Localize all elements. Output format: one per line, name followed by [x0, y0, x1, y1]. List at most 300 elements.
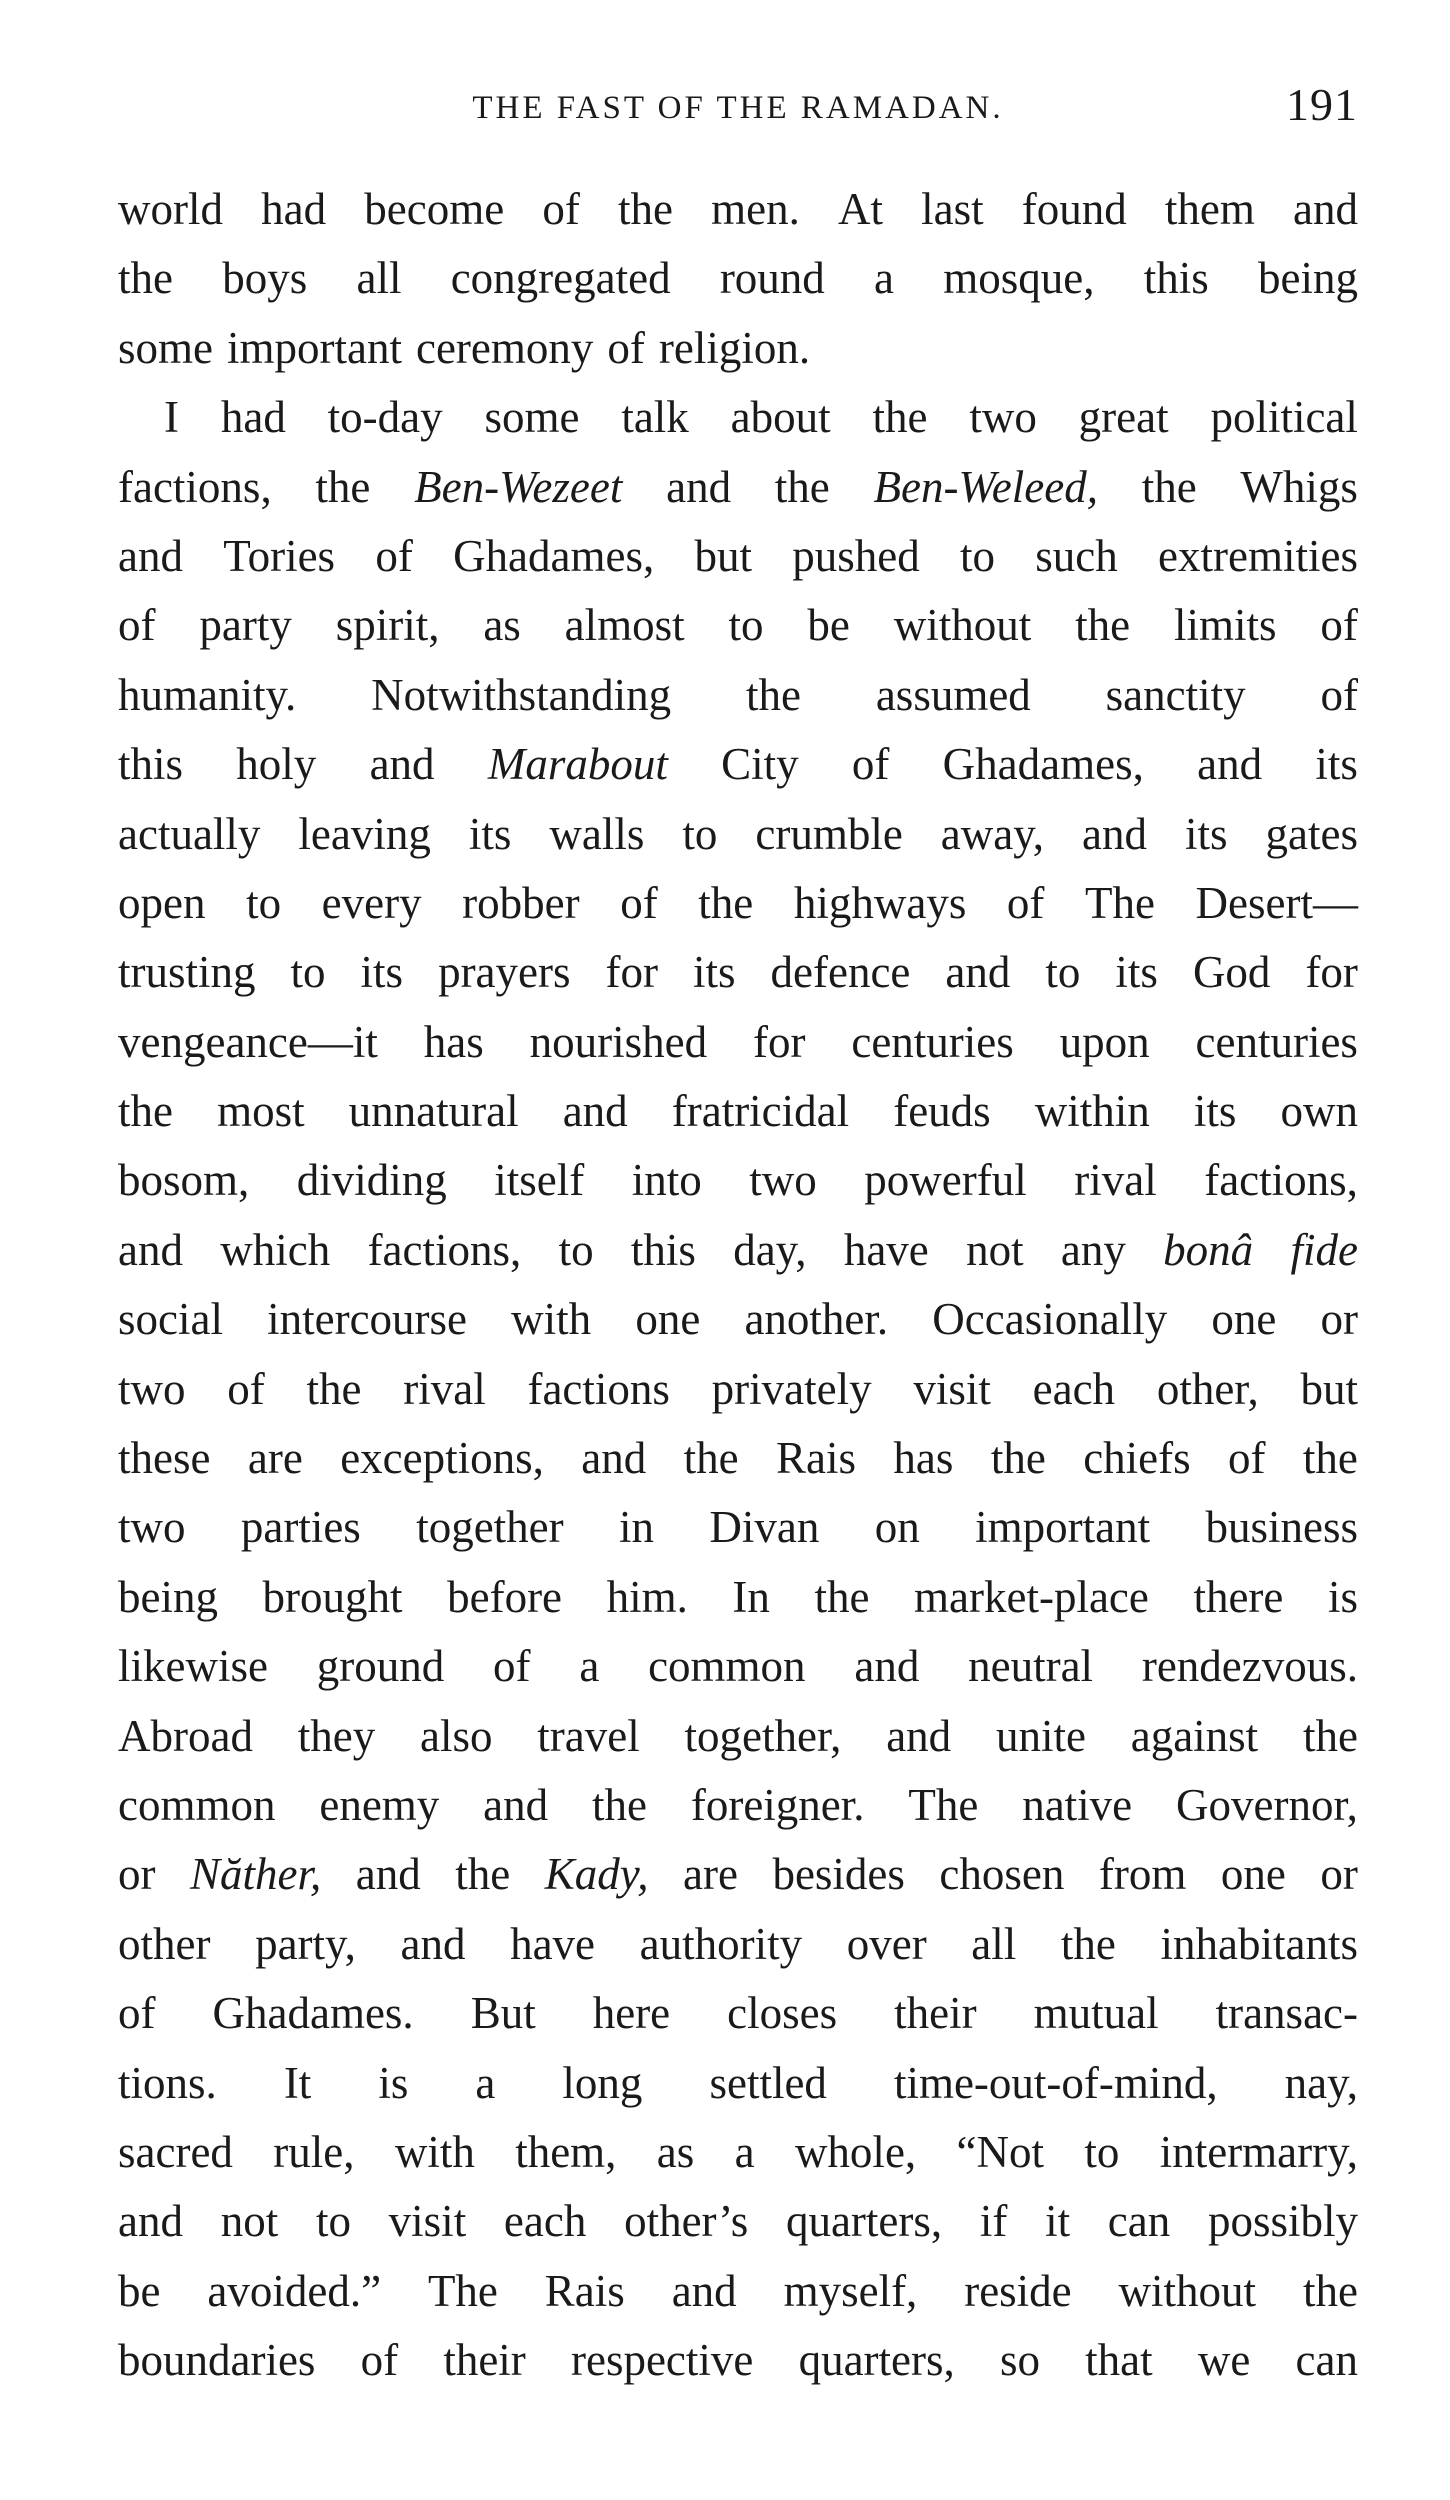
word: there [1193, 1571, 1284, 1622]
word: neutral [968, 1641, 1094, 1692]
word: Divan [709, 1502, 820, 1553]
word: can [1107, 2196, 1171, 2247]
word: to [1045, 947, 1081, 998]
word: itself [494, 1155, 585, 1206]
word: of [1320, 669, 1358, 720]
running-title: THE FAST OF THE RAMADAN. [472, 90, 1004, 126]
word: as [483, 600, 521, 651]
word: two [118, 1502, 186, 1553]
word: are [683, 1849, 738, 1900]
word: rival [403, 1363, 486, 1414]
word: common [118, 1779, 276, 1830]
word: the [118, 1086, 173, 1137]
word: be [118, 2265, 161, 2316]
word: Desert— [1195, 877, 1358, 928]
word: unnatural [348, 1086, 519, 1137]
word: we [1197, 2335, 1251, 2386]
word: mosque, [943, 253, 1095, 304]
word: found [1021, 184, 1127, 234]
word: Abroad [118, 1710, 253, 1761]
word: is [1327, 1571, 1358, 1622]
word: a [579, 1641, 600, 1692]
word: some [118, 322, 213, 373]
word: not [966, 1224, 1024, 1275]
word: have [843, 1224, 929, 1275]
text-line [118, 1008, 1358, 1077]
word: against [1130, 1710, 1259, 1761]
word: of [1320, 600, 1358, 651]
word: prayers [438, 947, 571, 998]
word: so [999, 2335, 1040, 2386]
word: to [1084, 2126, 1120, 2177]
word: feuds [893, 1086, 991, 1137]
word: to [290, 947, 326, 998]
word: its [692, 947, 736, 998]
word: intermarry, [1159, 2126, 1358, 2177]
word: myself, [783, 2265, 918, 2316]
word: own [1280, 1086, 1358, 1137]
word: quarters, [798, 2335, 955, 2386]
text-line [118, 453, 1358, 522]
word: Ben-Wezeet [414, 461, 623, 512]
word: brought [262, 1571, 403, 1622]
word: extremities [1158, 530, 1358, 581]
word: them, [515, 2126, 617, 2177]
word: of [1006, 877, 1045, 928]
word: away, [940, 808, 1045, 859]
word: City [721, 739, 799, 790]
word: and [1197, 739, 1263, 790]
word: to [960, 530, 996, 581]
word: of [118, 600, 156, 651]
word: if [979, 2196, 1008, 2247]
word: all [356, 253, 402, 304]
word: has [423, 1016, 484, 1067]
word: round [719, 253, 825, 304]
word: closes [727, 1988, 838, 2039]
word: of [118, 1988, 156, 2039]
word: their [894, 1988, 977, 2039]
word: last [921, 184, 984, 234]
word: for [1305, 947, 1358, 998]
word: market-place [914, 1571, 1149, 1622]
word: visit [913, 1363, 991, 1414]
word: sanctity [1105, 669, 1246, 720]
word: a [475, 2057, 496, 2108]
word: walls [549, 808, 645, 859]
word: Năther, [190, 1849, 322, 1900]
word: open [118, 877, 206, 928]
word: the [592, 1779, 647, 1830]
word: and [483, 1779, 549, 1830]
word: and [400, 1918, 466, 1969]
text-line [118, 2049, 1358, 2118]
word: unite [995, 1710, 1086, 1761]
word: limits [1173, 600, 1277, 651]
word: such [1035, 530, 1118, 581]
word: to [728, 600, 764, 651]
text-line [118, 869, 1358, 938]
word: before [447, 1571, 563, 1622]
word: other’s [624, 2196, 749, 2247]
word: world [118, 184, 223, 234]
word: ceremony [415, 322, 594, 373]
word: are [247, 1433, 303, 1484]
word: mutual [1033, 1988, 1159, 2039]
word: is [378, 2057, 409, 2108]
text-line [118, 2187, 1358, 2256]
word: intercourse [267, 1294, 468, 1345]
word: it [1045, 2196, 1071, 2247]
word: chosen [939, 1849, 1065, 1900]
text-line [118, 2118, 1358, 2187]
word: which [220, 1224, 331, 1275]
word: common [648, 1641, 806, 1692]
word: become [364, 184, 505, 234]
word: actually [118, 808, 261, 859]
word: likewise [118, 1641, 268, 1692]
word: all [971, 1918, 1017, 1969]
word: one [1211, 1294, 1277, 1345]
word: two [749, 1155, 817, 1206]
word: gates [1265, 808, 1358, 859]
word: visit [388, 2196, 467, 2247]
text-line [118, 1424, 1358, 1493]
word: this [1143, 253, 1209, 304]
word: transac- [1215, 1988, 1358, 2039]
word: its [1315, 739, 1358, 790]
word: a [734, 2126, 755, 2177]
word: they [297, 1710, 376, 1761]
word: boundaries [118, 2335, 316, 2386]
word: humanity. [118, 669, 297, 720]
word: the [1141, 461, 1197, 512]
word: Occasionally [932, 1294, 1168, 1345]
word: can [1295, 2335, 1358, 2386]
word: had [220, 392, 286, 443]
word: one [635, 1294, 701, 1345]
word: centuries [1195, 1016, 1358, 1067]
word: to [558, 1224, 594, 1275]
word: its [1115, 947, 1158, 998]
word: to [246, 877, 282, 928]
word: Whigs [1240, 461, 1358, 512]
word: Notwithstanding [371, 669, 672, 720]
body-text [118, 175, 1358, 2396]
word: enemy [319, 1779, 440, 1830]
word: from [1098, 1849, 1187, 1900]
word: other, [1156, 1363, 1259, 1414]
word: on [874, 1502, 920, 1553]
word: or [1320, 1849, 1358, 1900]
word: parties [240, 1502, 361, 1553]
text-line [118, 938, 1358, 1007]
word: important [227, 322, 402, 373]
word: to [682, 808, 718, 859]
word: religion. [658, 322, 811, 373]
word: factions, [367, 1224, 522, 1275]
word: nay, [1284, 2057, 1358, 2108]
word: the [455, 1849, 511, 1900]
word: each [503, 2196, 587, 2247]
word: another. [744, 1294, 889, 1345]
word: these [118, 1433, 211, 1484]
text-line [118, 2257, 1358, 2326]
word: its [360, 947, 404, 998]
word: one [1220, 1849, 1286, 1900]
word: of [360, 2335, 399, 2386]
text-line [118, 1563, 1358, 1632]
word: travel [537, 1710, 640, 1761]
word: here [592, 1988, 671, 2039]
word: highways [793, 877, 967, 928]
word: and [945, 947, 1011, 998]
word: fide [1290, 1224, 1358, 1275]
word: dividing [296, 1155, 447, 1206]
text-line [118, 800, 1358, 869]
word: centuries [851, 1016, 1014, 1067]
word: great [1078, 392, 1169, 443]
word: Ghadames, [942, 739, 1144, 790]
word: crumble [755, 808, 903, 859]
word: I [164, 392, 179, 443]
word: each [1032, 1363, 1116, 1414]
word: bosom, [118, 1155, 250, 1206]
word: assumed [875, 669, 1031, 720]
word: men. [711, 184, 800, 234]
word: robber [462, 877, 580, 928]
word: being [1258, 253, 1358, 304]
word: long [562, 2057, 643, 2108]
word: exceptions, [340, 1433, 544, 1484]
word: has [893, 1433, 954, 1484]
word: being [118, 1571, 218, 1622]
word: The [908, 1779, 979, 1830]
text-line [118, 175, 1358, 244]
word: about [730, 392, 831, 443]
word: the [698, 877, 754, 928]
word: nourished [529, 1016, 708, 1067]
word: native [1022, 1779, 1133, 1830]
word: But [470, 1988, 536, 2039]
word: and [581, 1433, 647, 1484]
text-line [118, 1077, 1358, 1146]
text-line [118, 1632, 1358, 1701]
word: of [375, 530, 413, 581]
word: party [199, 600, 292, 651]
word: some [484, 392, 580, 443]
word: but [1300, 1363, 1358, 1414]
word: authority [639, 1918, 803, 1969]
word: every [321, 877, 422, 928]
word: of [620, 877, 658, 928]
word: and [666, 461, 732, 512]
word: party, [255, 1918, 356, 1969]
word: the [774, 461, 830, 512]
word: the [1302, 1710, 1358, 1761]
word: Rais [544, 2265, 625, 2316]
word: other [118, 1918, 211, 1969]
word: social [118, 1294, 223, 1345]
word: its [468, 808, 512, 859]
word: settled [709, 2057, 827, 2108]
word: into [631, 1155, 702, 1206]
word: the [1302, 1433, 1358, 1484]
word: its [1185, 808, 1228, 859]
word: this [630, 1224, 696, 1275]
word: respective [570, 2335, 754, 2386]
word: and [118, 530, 183, 581]
text-line [118, 1285, 1358, 1354]
word: of [542, 184, 580, 234]
word: or [118, 1849, 156, 1900]
word: “Not [956, 2126, 1044, 2177]
word: the [1075, 600, 1131, 651]
word: Marabout [487, 739, 668, 790]
word: congregated [450, 253, 671, 304]
word: the [1302, 2265, 1358, 2316]
word: In [732, 1571, 770, 1622]
word: reside [964, 2265, 1072, 2316]
word: this [118, 739, 184, 790]
word: the [315, 461, 371, 512]
word: whole, [794, 2126, 917, 2177]
word: and [1293, 184, 1358, 234]
word: Ben-Weleed, [873, 461, 1098, 512]
word: vengeance—it [118, 1016, 378, 1067]
word: tions. [118, 2057, 217, 2108]
page-number: 191 [1286, 79, 1358, 130]
word: their [443, 2335, 526, 2386]
word: together [416, 1502, 564, 1553]
word: day, [733, 1224, 807, 1275]
word: powerful [864, 1155, 1027, 1206]
word: besides [772, 1849, 905, 1900]
word: rule, [273, 2126, 355, 2177]
word: together, [684, 1710, 842, 1761]
word: and [671, 2265, 737, 2316]
word: the [990, 1433, 1046, 1484]
word: be [807, 600, 850, 651]
word: that [1085, 2335, 1153, 2386]
word: without [1118, 2265, 1257, 2316]
word: Governor, [1176, 1779, 1358, 1830]
word: spirit, [335, 600, 440, 651]
word: over [846, 1918, 927, 1969]
word: to [315, 2196, 351, 2247]
word: pushed [792, 530, 920, 581]
word: time-out-of-mind, [893, 2057, 1218, 2108]
word: factions, [118, 461, 272, 512]
word: of [607, 322, 645, 373]
text-line [118, 661, 1358, 730]
text-line [118, 522, 1358, 591]
word: rival [1074, 1155, 1157, 1206]
word: any [1060, 1224, 1126, 1275]
word: quarters, [785, 2196, 943, 2247]
text-line [118, 1493, 1358, 1562]
word: Ghadames, [453, 530, 655, 581]
word: to-day [327, 392, 443, 443]
word: important [975, 1502, 1151, 1553]
text-line [118, 1840, 1358, 1909]
word: foreigner. [690, 1779, 865, 1830]
word: and [118, 2196, 183, 2247]
word: and [854, 1641, 920, 1692]
word: Kady, [544, 1849, 649, 1900]
text-line [118, 591, 1358, 660]
word: most [217, 1086, 305, 1137]
text-line [118, 314, 1358, 383]
word: It [283, 2057, 312, 2108]
word: Ghadames. [212, 1988, 414, 2039]
word: of [1228, 1433, 1266, 1484]
word: of [851, 739, 890, 790]
word: and [355, 1849, 421, 1900]
word: its [1193, 1086, 1237, 1137]
text-line [118, 1979, 1358, 2048]
word: sacred [118, 2126, 233, 2177]
word: with [394, 2126, 475, 2177]
word: and [1082, 808, 1148, 859]
word: ground [316, 1641, 445, 1692]
word: two [118, 1363, 186, 1414]
word: and [562, 1086, 628, 1137]
word: holy [236, 739, 317, 790]
word: not [220, 2196, 279, 2247]
word: a [874, 253, 895, 304]
text-line [118, 730, 1358, 799]
word: for [752, 1016, 806, 1067]
word: had [261, 184, 327, 234]
text-line [118, 1216, 1358, 1285]
word: the [814, 1571, 870, 1622]
text-line [118, 1910, 1358, 1979]
word: The [1085, 877, 1155, 928]
word: the [872, 392, 928, 443]
text-line [118, 2326, 1358, 2395]
word: rendezvous. [1141, 1641, 1358, 1692]
word: factions, [1204, 1155, 1358, 1206]
word: of [227, 1363, 265, 1414]
word: as [656, 2126, 695, 2177]
text-line [118, 1146, 1358, 1215]
word: bonâ [1163, 1224, 1254, 1275]
word: the [1060, 1918, 1116, 1969]
text-line [118, 1355, 1358, 1424]
word: with [511, 1294, 592, 1345]
word: inhabitants [1160, 1918, 1358, 1969]
word: and [118, 1224, 183, 1275]
word: privately [711, 1363, 872, 1414]
word: of [493, 1641, 531, 1692]
text-line [118, 244, 1358, 313]
word: in [619, 1502, 655, 1553]
word: and [369, 739, 435, 790]
word: the [306, 1363, 362, 1414]
word: chiefs [1083, 1433, 1191, 1484]
word: but [694, 530, 753, 581]
word: the [118, 253, 173, 304]
word: avoided.” [207, 2265, 382, 2316]
word: God [1192, 947, 1271, 998]
word: him. [606, 1571, 688, 1622]
word: fratricidal [671, 1086, 850, 1137]
word: them [1164, 184, 1255, 234]
word: Tories [223, 530, 336, 581]
word: for [605, 947, 658, 998]
word: have [510, 1918, 596, 1969]
